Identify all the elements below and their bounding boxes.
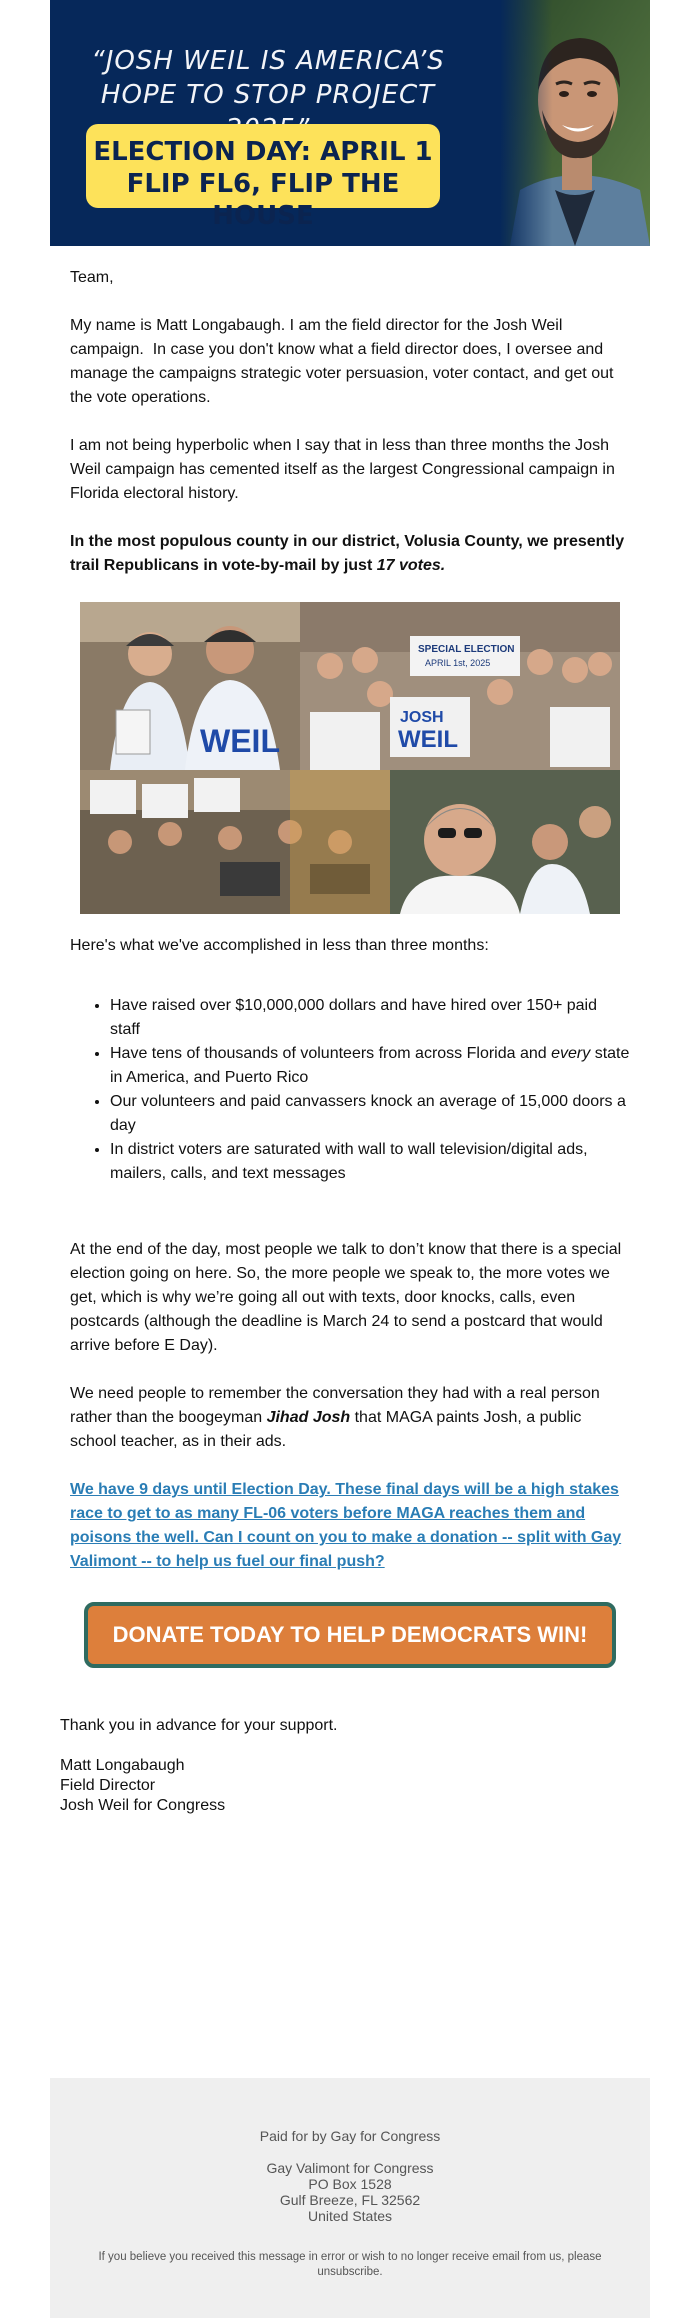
email-body <box>50 246 650 1668</box>
signer-title: Field Director <box>60 1777 156 1794</box>
election-day-badge <box>86 124 440 231</box>
photo-weil-shirt: WEIL <box>200 723 280 759</box>
header-banner <box>50 0 650 246</box>
remember-paragraph <box>70 1382 630 1454</box>
election-day-text: ELECTION DAY: APRIL 1 <box>93 137 433 167</box>
unsubscribe-link[interactable]: If you believe you received this message in error or wish to no longer receive email from us, please unsubscribe. <box>98 2251 602 2278</box>
jihad-josh-text: Jihad Josh <box>266 1409 351 1426</box>
stat-text: In the most populous county in our district, Volusia County, we presently trail Republicans in vote-by-mail by just <box>70 533 625 574</box>
list-item-text: state in America, and Puerto Rico <box>110 1045 630 1086</box>
spacer <box>70 1210 630 1238</box>
remember-text: We need people to remember the conversation they had with a real person rather than the boogeyman <box>70 1385 600 1426</box>
vote-by-mail-stat <box>70 530 630 578</box>
list-item <box>110 1042 630 1090</box>
accomplished-intro: Here's what we've accomplished in less than three months: <box>70 937 489 954</box>
list-item: • In district voters are saturated with wall to wall television/digital ads, mailers, calls, and text messages <box>110 1138 630 1186</box>
claim-paragraph: I am not being hyperbolic when I say that in less than three months the Josh Weil campaign has cemented itself as the largest Congressional campaign in Florida electoral history. <box>70 437 615 502</box>
donate-button[interactable]: DONATE TODAY TO HELP DEMOCRATS WIN! <box>84 1602 616 1668</box>
photo-special-election-banner: SPECIAL ELECTION <box>418 644 515 655</box>
email-footer <box>50 2078 650 2318</box>
volunteer-collage-photo <box>80 602 620 914</box>
list-item: • Have raised over $10,000,000 dollars and have hired over 150+ paid staff <box>110 994 630 1042</box>
special-election-paragraph: At the end of the day, most people we talk to don’t know that there is a special election going on here. So, the more people we speak to, the more votes we get, which is why we’re going all out with texts, door knocks, calls, even postcards (although the deadline is March 24 to send a postcard that would arrive before E Day). <box>70 1241 622 1354</box>
address-country: United States <box>307 2208 393 2224</box>
list-item-text: Have tens of thousands of volunteers from across Florida and <box>110 1045 552 1062</box>
paid-for-disclaimer: Paid for by Gay for Congress <box>259 2128 441 2144</box>
banner-quote-line2: HOPE TO STOP PROJECT <box>100 80 436 110</box>
candidate-portrait <box>500 0 650 246</box>
signoff <box>50 1668 650 1816</box>
signer-org: Josh Weil for Congress <box>60 1797 226 1814</box>
photo-josh-sign: JOSH <box>400 709 444 726</box>
intro-paragraph: My name is Matt Longabaugh. I am the field director for the Josh Weil campaign. In case you don't know what a field director does, I oversee and manage the campaigns strategic voter persuasion, voter contact, and get out the vote operations. <box>70 317 614 406</box>
remember-text-end: that MAGA paints Josh, a public school teacher, as in their ads. <box>70 1409 582 1450</box>
cta-paragraph <box>70 1478 630 1574</box>
mailing-address <box>50 2160 650 2224</box>
flip-house-text: FLIP FL6, FLIP THE HOUSE <box>126 169 400 231</box>
address-city: Gulf Breeze, FL 32562 <box>279 2192 421 2208</box>
accomplishments-list <box>70 994 630 1186</box>
signer-name: Matt Longabaugh <box>60 1757 185 1774</box>
address-org: Gay Valimont for Congress <box>266 2160 434 2176</box>
address-po-box: PO Box 1528 <box>308 2176 392 2192</box>
banner-quote-line1: “JOSH WEIL IS AMERICA’S <box>91 46 445 76</box>
email-container <box>50 0 650 2278</box>
donation-link[interactable]: We have 9 days until Election Day. These final days will be a high stakes race to get to as many FL-06 voters before MAGA reaches them and poisons the well. Can I count on you to make a donation -- split with Gay Valimont -- to help us fuel our final push? <box>70 1481 622 1570</box>
list-item: • Our volunteers and paid canvassers knock an average of 15,000 doors a day <box>110 1090 630 1138</box>
thanks-text: Thank you in advance for your support. <box>60 1717 338 1734</box>
unsubscribe-notice <box>90 2250 610 2280</box>
greeting: Team, <box>70 269 114 286</box>
list-item-emphasis: every <box>551 1045 591 1062</box>
photo-special-election-date: APRIL 1st, 2025 <box>425 658 491 668</box>
stat-votes: 17 votes. <box>376 557 446 574</box>
photo-weil-sign: WEIL <box>398 726 458 753</box>
